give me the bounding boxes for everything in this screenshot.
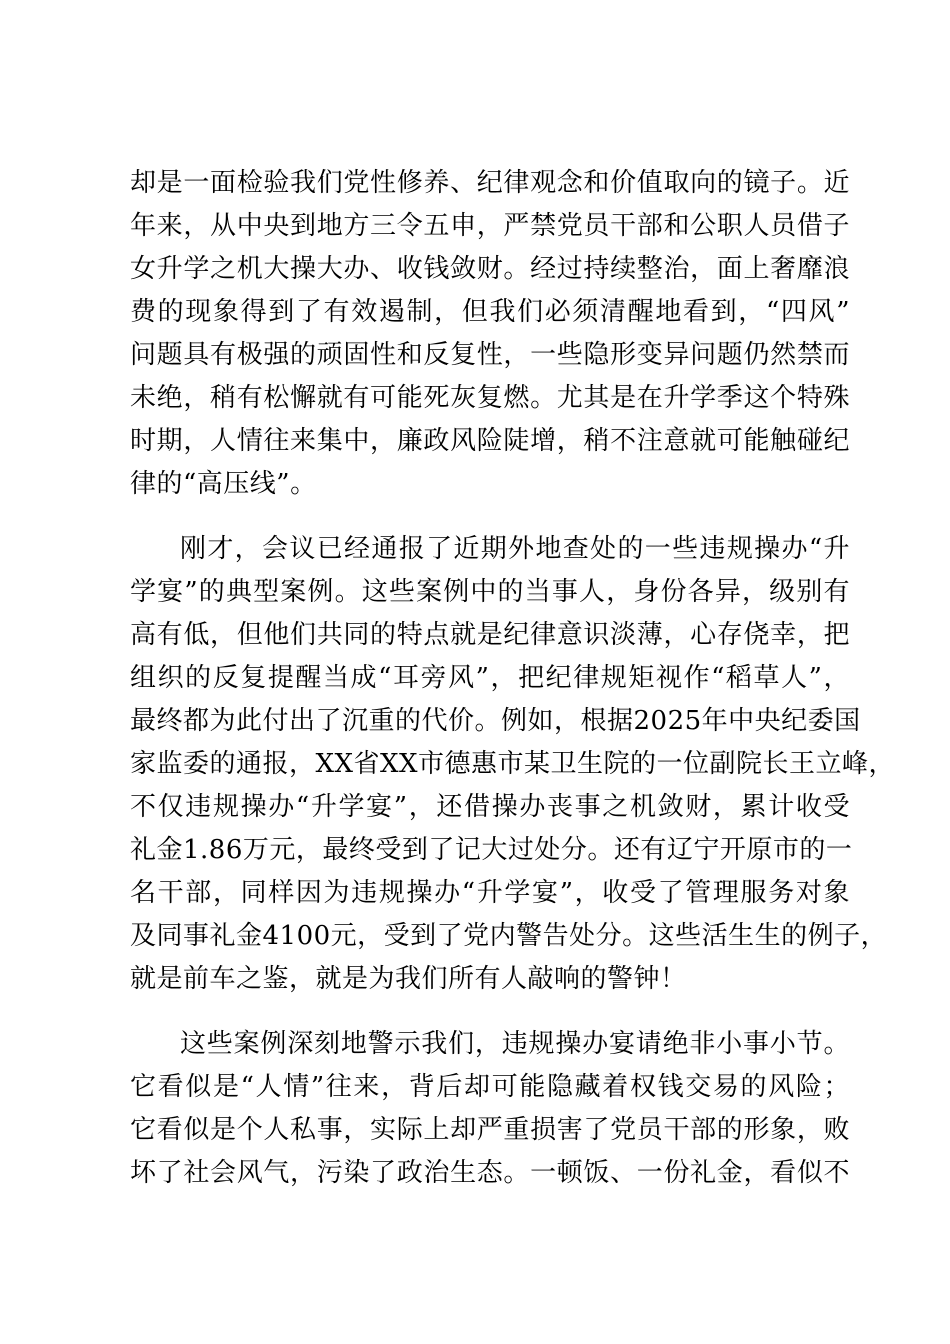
paragraph-first-line: 刚才，会议已经通报了近期外地查处的一些违规操办“升 — [180, 534, 850, 564]
text-line: 及同事礼金4100元，受到了党内警告处分。这些活生生的例子， — [130, 921, 888, 951]
text-line: 未绝，稍有松懈就有可能死灰复燃。尤其是在升学季这个特殊 — [130, 383, 850, 413]
text-line: 学宴”的典型案例。这些案例中的当事人，身份各异，级别有 — [130, 577, 850, 607]
text-line: 女升学之机大操大办、收钱敛财。经过持续整治，面上奢靡浪 — [130, 254, 850, 284]
text-line: 最终都为此付出了沉重的代价。例如，根据2025年中央纪委国 — [130, 706, 861, 736]
text-line: 它看似是“人情”往来，背后却可能隐藏着权钱交易的风险； — [130, 1072, 850, 1102]
text-line: 费的现象得到了有效遏制，但我们必须清醒地看到，“四风” — [130, 297, 850, 327]
text-line: 组织的反复提醒当成“耳旁风”，把纪律规矩视作“稻草人”， — [130, 663, 850, 693]
text-line: 时期，人情往来集中，廉政风险陡增，稍不注意就可能触碰纪 — [130, 426, 850, 456]
paragraph-first-line: 这些案例深刻地警示我们，违规操办宴请绝非小事小节。 — [180, 1029, 850, 1059]
text-line: 名干部，同样因为违规操办“升学宴”，收受了管理服务对象 — [130, 878, 850, 908]
text-line: 问题具有极强的顽固性和反复性，一些隐形变异问题仍然禁而 — [130, 340, 850, 370]
text-line: 高有低，但他们共同的特点就是纪律意识淡薄，心存侥幸，把 — [130, 620, 850, 650]
text-line: 礼金1.86万元，最终受到了记大过处分。还有辽宁开原市的一 — [130, 835, 853, 865]
text-line: 年来，从中央到地方三令五申，严禁党员干部和公职人员借子 — [130, 211, 850, 241]
text-line: 律的“高压线”。 — [130, 469, 317, 499]
text-line: 却是一面检验我们党性修养、纪律观念和价值取向的镜子。近 — [130, 168, 850, 198]
text-line: 不仅违规操办“升学宴”，还借操办丧事之机敛财，累计收受 — [130, 792, 850, 822]
text-line: 它看似是个人私事，实际上却严重损害了党员干部的形象，败 — [130, 1115, 850, 1145]
text-line: 家监委的通报，XX省XX市德惠市某卫生院的一位副院长王立峰， — [130, 749, 896, 779]
text-line: 坏了社会风气，污染了政治生态。一顿饭、一份礼金，看似不 — [130, 1158, 850, 1188]
text-line: 就是前车之鉴，就是为我们所有人敲响的警钟！ — [130, 964, 687, 994]
